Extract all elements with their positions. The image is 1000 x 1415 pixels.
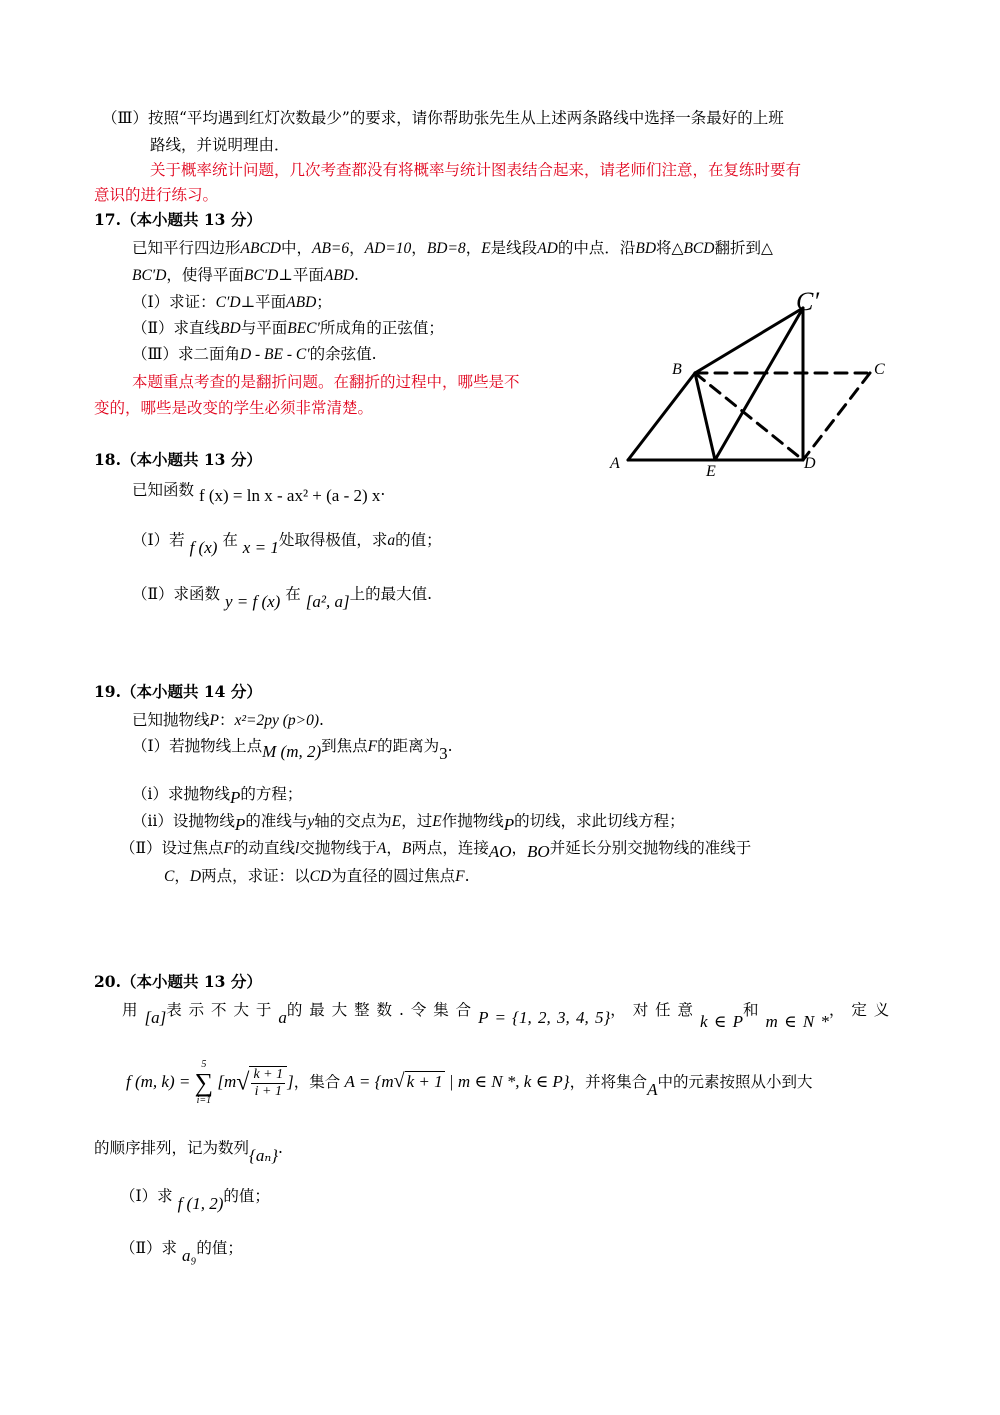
sum-lower: i=1: [196, 1095, 212, 1106]
edge-bc-prime: [695, 308, 803, 373]
edge-ec-prime: [715, 308, 803, 460]
q19-math: y: [307, 813, 315, 830]
q19-math: F: [367, 738, 378, 755]
q20-text: 中的元素按照从小到大: [657, 1072, 813, 1091]
q19-text: ，: [174, 867, 190, 885]
label-e: E: [706, 463, 716, 480]
q18-text: 的值；: [395, 531, 442, 549]
q16-part3-line2: 路线，并说明理由．: [150, 136, 290, 154]
q17-text: ⊥平面: [278, 266, 324, 284]
q19-math: P: [229, 788, 241, 807]
q20-math: k ∈ P: [700, 1012, 744, 1031]
q19-math: CD: [309, 868, 332, 885]
q20-text: ， 定 义: [828, 1001, 890, 1019]
q20-text: ， 对 任 意: [610, 1001, 694, 1019]
q18-math: a: [387, 532, 396, 549]
q16-part3-label: （Ⅲ）: [102, 109, 148, 127]
q20-heading: [94, 972, 262, 992]
q19-math: E: [432, 813, 442, 830]
q20-math: A: [647, 1079, 658, 1099]
q19-math: D: [189, 868, 202, 885]
q17-part3: [132, 344, 377, 365]
q18-math: x = 1: [242, 538, 279, 557]
q17-part3-label: （Ⅲ）求二面角: [132, 345, 240, 363]
q20-math: {aₙ}: [249, 1146, 279, 1165]
q17-math: C′D: [215, 294, 241, 311]
q19-part2-label: （Ⅱ）设过焦点: [120, 839, 224, 857]
q18-number: 18.: [94, 450, 121, 469]
q17-text: 中，: [280, 239, 312, 257]
radical-body: [249, 1066, 287, 1100]
radical-sign: √: [236, 1069, 250, 1096]
q17-line2: [132, 265, 359, 286]
edge-cd-dashed: [803, 373, 870, 460]
q17-text: 的余弦值.: [309, 345, 377, 363]
radical-sign-2: √: [393, 1069, 405, 1092]
fraction-numerator: k + 1: [253, 1067, 284, 1082]
q19-text: ，过: [401, 812, 433, 830]
sum-symbol: [195, 1060, 214, 1106]
q18-math: [a², a]: [305, 592, 350, 611]
q19-sub1: [132, 784, 303, 807]
q17-math: BC′D: [132, 267, 167, 284]
q17-math: BC′D: [243, 267, 279, 284]
q17-math: AB=6: [312, 240, 350, 257]
q20-text: 的值；: [196, 1239, 243, 1257]
q19-intro: [132, 710, 324, 731]
q18-text: 在: [285, 585, 301, 603]
q20-definition-line: [126, 1060, 813, 1106]
q17-text: ；: [316, 293, 332, 311]
q17-text: ，: [465, 239, 482, 257]
q20-set-a-radicand: k + 1: [406, 1071, 443, 1091]
q16-note-line2: 意识的进行练习。: [94, 186, 219, 204]
q19-math: P: [209, 712, 219, 729]
q20-text: 的 最 大 整 数 . 令 集 合: [286, 1001, 472, 1019]
q19-text: ：: [218, 711, 235, 729]
q19-sub1-label: （ⅰ）求抛物线: [132, 785, 230, 803]
q19-math: 3: [439, 744, 448, 763]
q20-part2: [120, 1238, 243, 1265]
q17-text: ，: [411, 239, 427, 257]
q17-text: 将△: [656, 239, 684, 257]
q17-math: BCD: [683, 240, 715, 257]
q20-math: f (1, 2): [177, 1194, 224, 1213]
q20-text: ，并将集合: [569, 1072, 648, 1091]
q20-text: ，集合: [293, 1072, 341, 1091]
q19-math: M (m, 2): [262, 742, 322, 761]
q19-text: ，: [511, 839, 528, 857]
q19-math: P: [503, 815, 515, 834]
q17-text: 是线段: [490, 239, 538, 257]
q20-part2-label: （Ⅱ）求: [120, 1239, 178, 1257]
q19-math: BO: [527, 842, 550, 861]
q20-f-lhs: f (m, k) =: [126, 1071, 191, 1091]
q20-text: 和: [743, 1001, 759, 1019]
q17-heading-text: （本小题共 13 分）: [120, 210, 262, 229]
q18-intro: [132, 480, 386, 505]
q19-text: 已知抛物线: [132, 711, 210, 729]
q19-heading: [94, 682, 262, 702]
q20-set-a-rhs: | m ∈ N *, k ∈ P}: [448, 1071, 570, 1091]
q17-text: 的中点．沿: [557, 239, 636, 257]
q17-part2: [132, 318, 444, 339]
q19-text: .: [447, 737, 453, 755]
q16-note-line1: 关于概率统计问题，几次考查都没有将概率与统计图表结合起来，请老师们注意，在复练时要有: [150, 161, 802, 179]
q17-heading: [94, 210, 262, 230]
q17-math: E: [481, 240, 491, 257]
q20-text: 用: [122, 1001, 138, 1019]
label-d: D: [804, 455, 816, 472]
q19-text: 的准线与: [245, 812, 308, 830]
q19-part2-line2: [164, 866, 470, 887]
q18-text: 已知函数: [132, 481, 195, 499]
q17-text: 所成角的正弦值；: [319, 319, 444, 337]
q17-part2-label: （Ⅱ）求直线: [132, 319, 221, 337]
q19-sub2: [132, 811, 685, 832]
q20-text: 表 示 不 大 于: [166, 1001, 272, 1019]
q20-math: P = {1, 2, 3, 4, 5}: [478, 1008, 611, 1027]
q19-part1-label: （Ⅰ）若抛物线上点: [132, 737, 263, 755]
q20-part1-label: （Ⅰ）求: [120, 1187, 173, 1205]
fraction-denominator: i + 1: [254, 1084, 282, 1099]
q20-math: a₉: [181, 1246, 197, 1265]
sum-sigma: ∑: [194, 1068, 214, 1097]
q19-math: AO: [488, 842, 512, 861]
q20-math: a: [278, 1008, 287, 1027]
q18-part1-label: （Ⅰ）若: [132, 531, 185, 549]
q17-math: D - BE - C′: [239, 346, 310, 363]
label-a: A: [610, 455, 620, 472]
q18-text: 处取得极值，求: [278, 531, 388, 549]
q18-text: 在: [222, 531, 238, 549]
q18-heading: [94, 450, 262, 470]
q19-math: F: [455, 868, 465, 885]
sum-upper: 5: [201, 1059, 207, 1070]
q19-text: 为直径的圆过焦点: [331, 867, 456, 885]
q18-text: 上的最大值.: [349, 585, 432, 603]
q19-text: 两点，连接: [411, 839, 489, 857]
q18-heading-text: （本小题共 13 分）: [120, 450, 262, 469]
q17-line1: [132, 238, 773, 259]
folded-parallelogram-figure: [600, 280, 920, 480]
q19-part2-line1: [120, 838, 751, 859]
q19-math: C: [164, 868, 175, 885]
q19-text: 的动直线: [233, 839, 296, 857]
q19-text: 的切线，求此切线方程；: [514, 812, 685, 830]
q19-math: l: [295, 840, 300, 857]
q18-math: f (x): [189, 538, 218, 557]
q17-number: 17.: [94, 210, 121, 229]
q20-part1: [120, 1186, 270, 1213]
q20-math: m ∈ N *: [765, 1012, 829, 1031]
q17-math: BEC′: [287, 320, 320, 337]
q19-math: P: [234, 815, 246, 834]
q19-text: .: [319, 711, 324, 729]
q19-math: B: [401, 840, 412, 857]
q20-text: .: [278, 1139, 283, 1157]
q17-text: 已知平行四边形: [132, 239, 241, 257]
q17-math: BD=8: [426, 240, 466, 257]
q19-math: E: [391, 813, 402, 830]
label-c: C: [874, 361, 885, 378]
q19-text: ，: [386, 839, 402, 857]
q17-text: 与平面: [240, 319, 288, 337]
q17-text: ，使得平面: [166, 266, 244, 284]
q17-text: ，: [349, 239, 365, 257]
q20-number: 20.: [94, 972, 121, 991]
q19-text: 的距离为: [377, 737, 440, 755]
q16-part3-text: 按照“平均遇到红灯次数最少”的要求，请你帮助张先生从上述两条路线中选择一条最好的上班: [147, 109, 784, 127]
q17-text: ⊥平面: [240, 293, 287, 311]
q17-math: BD: [220, 320, 241, 337]
q17-note-line2: 变的，哪些是改变的学生必须非常清楚。: [94, 399, 374, 417]
q17-math: ABCD: [240, 240, 281, 257]
q20-line1: [122, 1000, 890, 1031]
q17-note-line1: 本题重点考查的是翻折问题。在翻折的过程中，哪些是不: [132, 373, 520, 391]
q20-line3: [94, 1138, 283, 1165]
q19-text: 交抛物线于: [299, 839, 377, 857]
q18-text: .: [380, 481, 386, 499]
q17-math: ABD: [323, 267, 355, 284]
q19-math: F: [223, 840, 234, 857]
q19-math: A: [376, 840, 387, 857]
edge-ab: [628, 373, 695, 460]
q20-bracket-close: ]: [287, 1071, 294, 1091]
q19-text: 并延长分别交抛物线的准线于: [549, 839, 752, 857]
q17-math: ABD: [286, 294, 317, 311]
q18-function: f (x) = ln x - ax² + (a - 2) x: [198, 486, 381, 505]
q19-math: x²=2py (p>0): [234, 712, 320, 729]
q18-part2-label: （Ⅱ）求函数: [132, 585, 221, 603]
q20-text: 的值；: [223, 1187, 270, 1205]
q20-text: 的顺序排列，记为数列: [94, 1139, 250, 1157]
q20-heading-text: （本小题共 13 分）: [120, 972, 262, 991]
q19-text: 两点，求证：以: [201, 867, 310, 885]
label-c-prime: C′: [796, 287, 820, 316]
q19-sub2-label: （ⅱ）设抛物线: [132, 812, 235, 830]
q17-part1: [132, 292, 332, 313]
q17-text: .: [354, 266, 359, 284]
q17-math: AD=10: [364, 240, 412, 257]
q18-part2: [132, 584, 432, 611]
q17-part1-label: （Ⅰ）求证：: [132, 293, 216, 311]
q19-part1: [132, 736, 453, 763]
q19-text: 到焦点: [321, 737, 368, 755]
q18-math: y = f (x): [224, 592, 281, 611]
label-b: B: [672, 361, 682, 378]
q20-math: [a]: [144, 1008, 167, 1027]
q18-part1: [132, 530, 442, 557]
q16-part3-line1: [102, 108, 784, 128]
q17-math: BD: [635, 240, 657, 257]
q20-set-a-lhs: A = {m: [344, 1071, 394, 1091]
q19-number: 19.: [94, 682, 121, 701]
q17-math: AD: [537, 240, 558, 257]
q19-text: 的方程；: [240, 785, 303, 803]
q17-text: 翻折到△: [714, 239, 773, 257]
q19-text: 作抛物线: [441, 812, 504, 830]
q19-text: .: [464, 867, 470, 885]
q19-heading-text: （本小题共 14 分）: [120, 682, 262, 701]
q20-bracket-open: [m: [217, 1071, 237, 1091]
fraction: [251, 1067, 285, 1100]
q19-text: 轴的交点为: [314, 812, 392, 830]
